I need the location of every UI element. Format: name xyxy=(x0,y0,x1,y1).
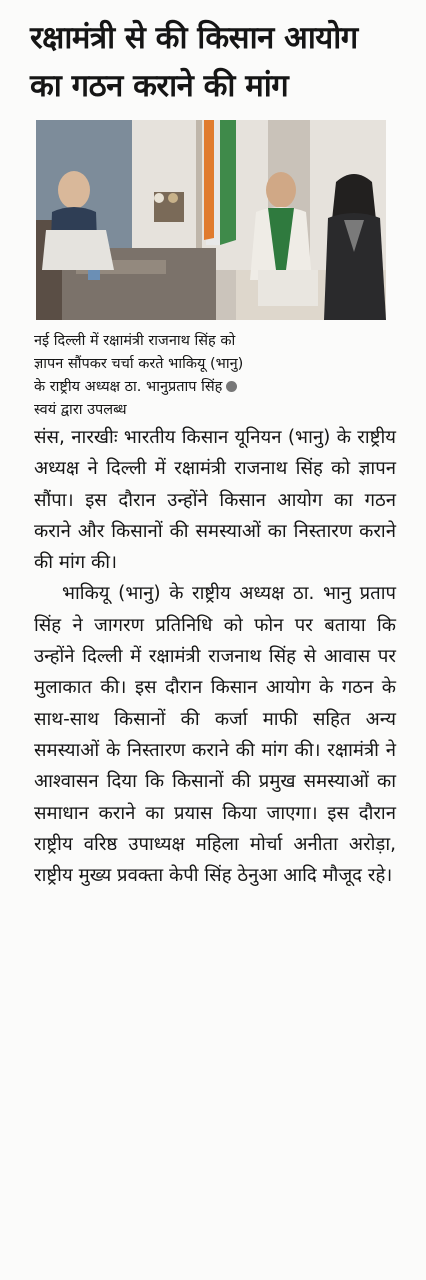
caption-credit: स्वयं द्वारा उपलब्ध xyxy=(34,402,127,418)
paragraph-1: संस, नारखीः भारतीय किसान यूनियन (भानु) के राष्ट्रीय अध्यक्ष ने दिल्ली में रक्षामंत्री राजनाथ सिंह को ज्ञापन सौंपा। इस दौरान उन्होंने किसान आयोग का गठन कराने और किसानों की समस्याओं का निस्तारण कराने की मांग की। xyxy=(34,427,396,574)
photo-caption xyxy=(34,330,396,422)
caption-line-3-text: के राष्ट्रीय अध्यक्ष ठा. भानुप्रताप सिंह xyxy=(34,379,223,395)
caption-line-2: ज्ञापन सौंपकर चर्चा करते भाकियू (भानु) xyxy=(34,356,244,372)
caption-line-3 xyxy=(34,376,396,399)
meeting-photo-illustration xyxy=(36,120,386,320)
headline-line-1: रक्षामंत्री से की किसान आयोग xyxy=(30,20,358,56)
paragraph-2: भाकियू (भानु) के राष्ट्रीय अध्यक्ष ठा. भानु प्रताप सिंह ने जागरण प्रतिनिधि को फोन पर बताया कि उन्होंने दिल्ली में रक्षामंत्री राजनाथ सिंह से आवास पर मुलाकात की। इस दौरान किसान आयोग के गठन के साथ-साथ किसानों की कर्जा माफी सहित अन्य समस्याओं के निस्तारण कराने की मांग की। रक्षामंत्री ने आश्वासन दिया कि किसानों की प्रमुख समस्याओं का समाधान कराने का प्रयास किया जाएगा। इस दौरान राष्ट्रीय वरिष्ठ उपाध्यक्ष महिला मोर्चा अनीता अरोड़ा, राष्ट्रीय मुख्य प्रवक्ता केपी सिंह ठेनुआ आदि मौजूद रहे। xyxy=(34,583,396,887)
bullet-dot-icon xyxy=(226,381,237,392)
article-body xyxy=(34,422,396,891)
caption-line-1: नई दिल्ली में रक्षामंत्री राजनाथ सिंह को xyxy=(34,333,236,349)
headline xyxy=(30,14,396,110)
meeting-photo xyxy=(36,120,386,320)
headline-line-2: का गठन कराने की मांग xyxy=(30,68,289,104)
